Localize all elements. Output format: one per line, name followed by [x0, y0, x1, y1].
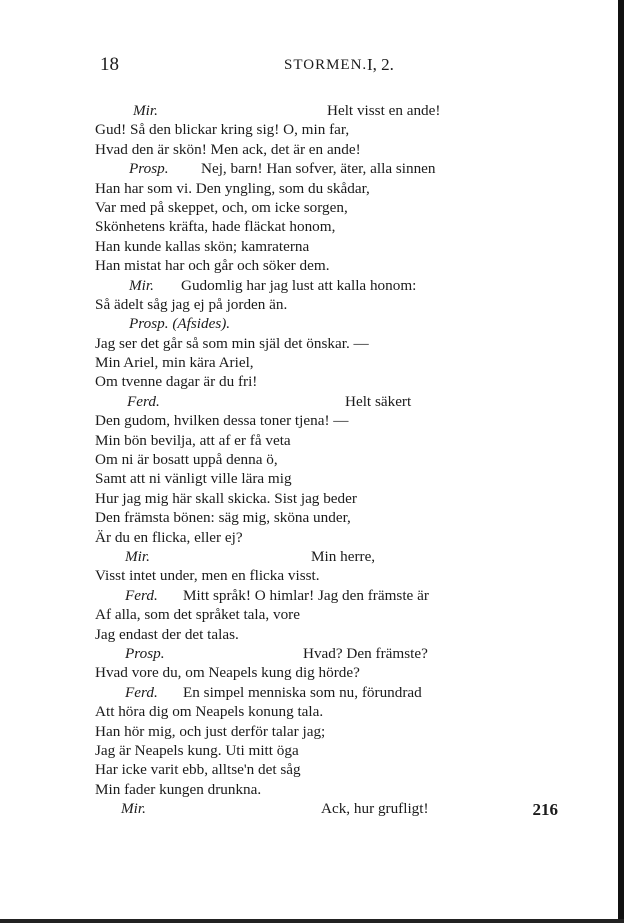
verse-line: Jag är Neapels kung. Uti mitt öga — [95, 741, 299, 759]
verse-line: Min fader kungen drunkna. — [95, 780, 262, 798]
verse-continuation: Gudomlig har jag lust att kalla honom: — [181, 276, 417, 294]
speaker-line — [95, 799, 515, 818]
speaker-name: Ferd. — [125, 683, 158, 701]
speaker-line — [95, 276, 515, 295]
page-number: 18 — [100, 54, 119, 75]
verse-line: Visst intet under, men en flicka visst. — [95, 567, 320, 585]
speaker-name: Mir. — [125, 547, 150, 565]
speaker-name: Mir. — [133, 102, 158, 119]
scan-edge-right — [618, 0, 624, 923]
verse-continuation: Ack, hur grufligt! — [321, 800, 429, 818]
verse-line: Den främsta bönen: säg mig, sköna under, — [95, 509, 351, 527]
speaker-name: Prosp. (Afsides). — [129, 315, 231, 333]
verse-line: Om tvenne dagar är du fri! — [95, 373, 258, 391]
speaker-line — [95, 314, 515, 333]
verse-continuation: Mitt språk! O himlar! Jag den främste är — [183, 586, 429, 604]
speaker-line — [95, 644, 515, 663]
verse-line: Är du en flicka, eller ej? — [95, 528, 243, 546]
verse-line: Att höra dig om Neapels konung tala. — [95, 703, 324, 721]
verse-continuation: En simpel menniska som nu, förundrad — [183, 683, 422, 701]
verse-line: Han kunde kallas skön; kamraterna — [95, 237, 310, 255]
verse-line: Gud! Så den blickar kring sig! O, min far, — [95, 121, 350, 139]
verse-line: Var med på skeppet, och, om icke sorgen, — [95, 198, 348, 216]
verse-line: Om ni är bosatt uppå denna ö, — [95, 451, 278, 469]
verse-line: Hur jag mig här skall skicka. Sist jag beder — [95, 489, 357, 507]
verse-line: Jag endast der det talas. — [95, 625, 239, 643]
speaker-line — [95, 159, 515, 178]
speaker-name: Mir. — [121, 800, 146, 818]
speaker-name: Ferd. — [127, 392, 160, 410]
verse-line: Af alla, som det språket tala, vore — [95, 606, 300, 624]
verse-line: Hvad den är skön! Men ack, det är en ande! — [95, 140, 361, 158]
verse-line: Har icke varit ebb, alltse'n det såg — [95, 761, 301, 779]
speaker-name: Prosp. — [125, 644, 165, 662]
verse-line: Han har som vi. Den yngling, som du skådar, — [95, 179, 370, 197]
verse-line: Den gudom, hvilken dessa toner tjena! — — [95, 412, 349, 430]
verse-line: Hvad vore du, om Neapels kung dig hörde? — [95, 664, 360, 682]
verse-line: Min Ariel, min kära Ariel, — [95, 354, 254, 372]
speaker-name: Ferd. — [125, 586, 158, 604]
speaker-line — [95, 101, 515, 120]
verse-continuation: Helt visst en ande! — [327, 102, 441, 119]
verse-line: Jag ser det går så som min själ det önskar. — — [95, 334, 369, 352]
verse-continuation: Hvad? Den främste? — [303, 644, 428, 662]
verse-line: Han hör mig, och just derför talar jag; — [95, 722, 326, 740]
running-title: STORMEN. — [284, 57, 368, 73]
verse-continuation: Helt säkert — [345, 392, 412, 410]
verse-text — [95, 101, 515, 818]
verse-line: Så ädelt såg jag ej på jorden än. — [95, 295, 288, 313]
speaker-line — [95, 547, 515, 566]
verse-line: Min bön bevilja, att af er få veta — [95, 431, 291, 449]
signature-mark: 216 — [532, 800, 558, 819]
verse-line: Skönhetens kräfta, hade fläckat honom, — [95, 218, 336, 236]
verse-line: Han mistat har och går och söker dem. — [95, 257, 330, 275]
speaker-line — [95, 392, 515, 411]
scan-edge-bottom — [0, 919, 624, 923]
speaker-name: Mir. — [129, 276, 154, 294]
page-header — [100, 54, 520, 78]
speaker-name: Prosp. — [129, 160, 169, 178]
speaker-line — [95, 683, 515, 702]
verse-line: Samt att ni vänligt ville lära mig — [95, 470, 292, 488]
verse-continuation: Nej, barn! Han sofver, äter, alla sinnen — [201, 160, 436, 178]
act-scene: I, 2. — [367, 55, 394, 74]
speaker-line — [95, 586, 515, 605]
verse-continuation: Min herre, — [311, 547, 376, 565]
